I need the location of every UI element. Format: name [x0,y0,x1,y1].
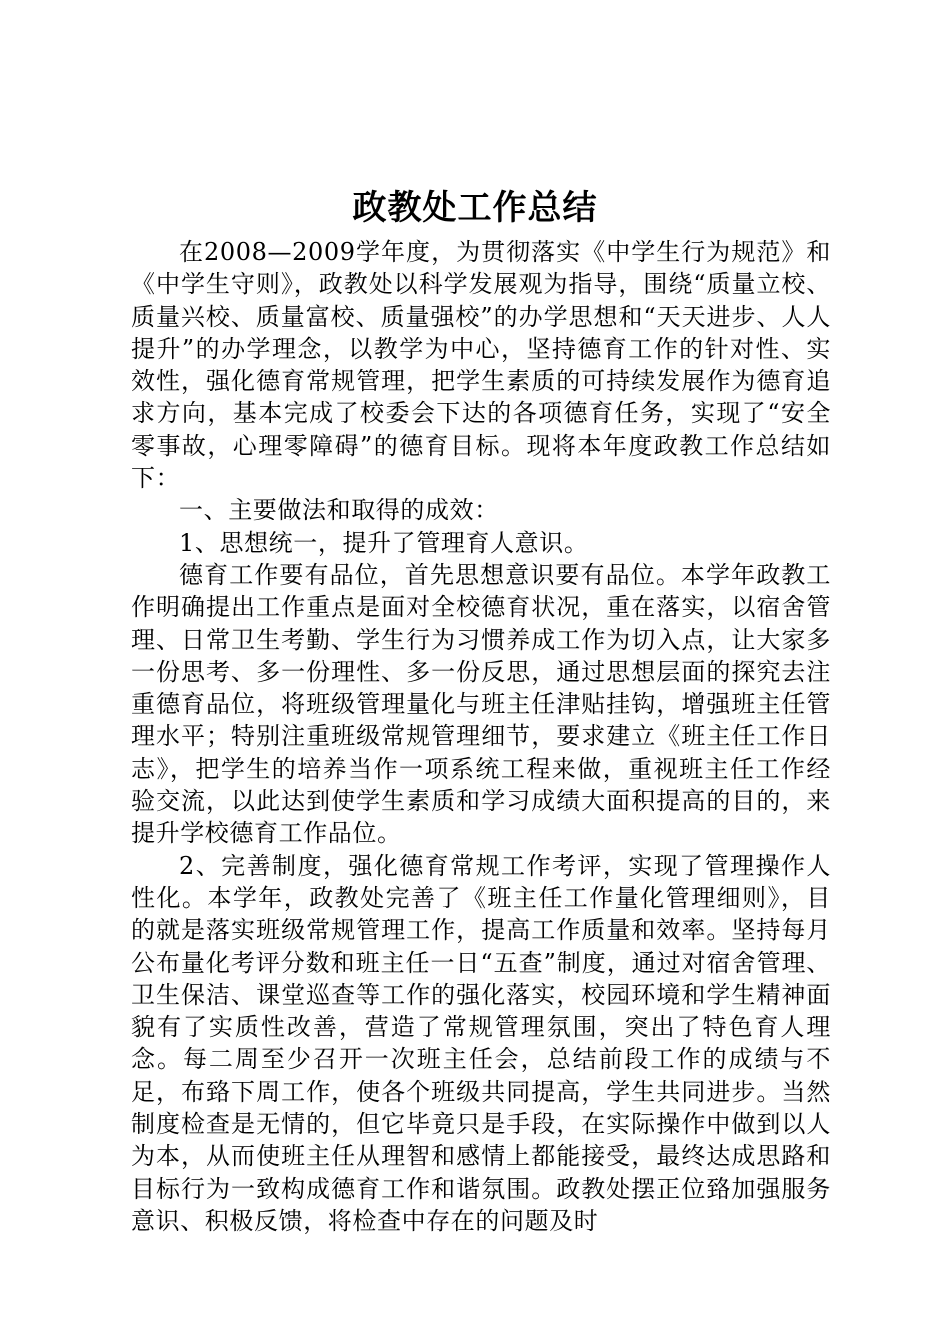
paragraph-system-improvement: 2、完善制度，强化德育常规工作考评，实现了管理操作人性化。本学年，政教处完善了《班主任工作量化管理细则》，目的就是落实班级常规管理工作，提高工作质量和效率。坚持每月公布量化考评分数和班主任一日“五查”制度，通过对宿舍管理、卫生保洁、课堂巡查等工作的强化落实，校园环境和学生精神面貌有了实质性改善，营造了常规管理氛围，突出了特色育人理念。每二周至少召开一次班主任会，总结前段工作的成绩与不足，布臵下周工作，使各个班级共同提高，学生共同进步。当然制度检查是无情的，但它毕竟只是手段，在实际操作中做到以人为本，从而使班主任从理智和感情上都能接受，最终达成思路和目标行为一致构成德育工作和谐氛围。政教处摆正位臵加强服务意识、积极反馈，将检查中存在的问题及时 [131,851,831,1235]
paragraph-moral-quality: 德育工作要有品位，首先思想意识要有品位。本学年政教工作明确提出工作重点是面对全校德育状况，重在落实，以宿舍管理、日常卫生考勤、学生行为习惯养成工作为切入点，让大家多一份思考、多一份理性、多一份反思，通过思想层面的探究去注重德育品位，将班级管理量化与班主任津贴挂钩，增强班主任管理水平；特别注重班级常规管理细节，要求建立《班主任工作日志》，把学生的培养当作一项系统工程来做，重视班主任工作经验交流，以此达到使学生素质和学习成绩大面积提高的目的，来提升学校德育工作品位。 [131,560,831,848]
paragraph-intro: 在2008—2009学年度，为贯彻落实《中学生行为规范》和《中学生守则》，政教处以科学发展观为指导，围绕“质量立校、质量兴校、质量富校、质量强校”的办学思想和“天天进步、人人提升”的办学理念，以教学为中心，坚持德育工作的针对性、实效性，强化德育常规管理，把学生素质的可持续发展作为德育追求方向，基本完成了校委会下达的各项德育任务，实现了“安全零事故，心理零障碍”的德育目标。现将本年度政教工作总结如下： [131,238,831,493]
paragraph-subheading-1: 1、思想统一，提升了管理育人意识。 [179,528,589,557]
paragraph-section-heading: 一、主要做法和取得的成效： [179,496,499,525]
document-title: 政教处工作总结 [352,188,598,228]
document-body [131,236,831,1237]
